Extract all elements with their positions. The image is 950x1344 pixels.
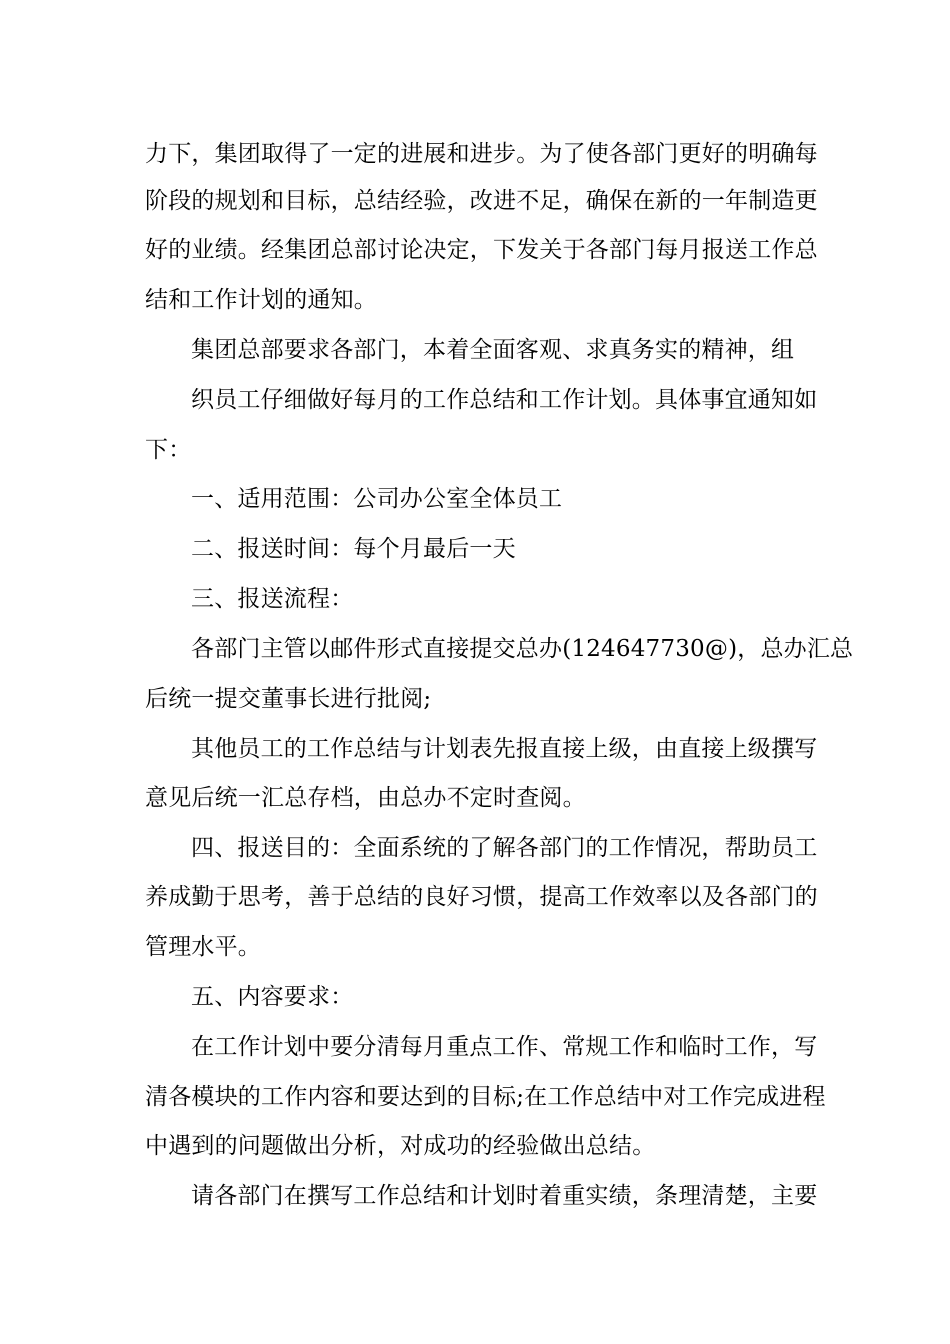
text-line: 养成勤于思考，善于总结的良好习惯，提高工作效率以及各部门的 <box>145 884 818 910</box>
text-line: 织员工仔细做好每月的工作总结和工作计划。具体事宜通知如 <box>191 387 818 413</box>
text-line: 结和工作计划的通知。 <box>145 287 377 313</box>
text-line: 管理水平。 <box>145 934 261 960</box>
text-line: 集团总部要求各部门，本着全面客观、求真务实的精神，组 <box>191 337 795 363</box>
text-line: 意见后统一汇总存档，由总办不定时查阅。 <box>145 785 586 811</box>
text-line: 五、内容要求： <box>191 984 354 1010</box>
text-line: 各部门主管以邮件形式直接提交总办(124647730@)，总办汇总 <box>191 636 854 662</box>
text-line: 力下，集团取得了一定的进展和进步。为了使各部门更好的明确每 <box>145 141 818 167</box>
text-line: 中遇到的问题做出分析，对成功的经验做出总结。 <box>145 1133 656 1159</box>
text-line: 请各部门在撰写工作总结和计划时着重实绩，条理清楚，主要 <box>191 1183 818 1209</box>
text-line: 在工作计划中要分清每月重点工作、常规工作和临时工作，写 <box>191 1034 818 1060</box>
text-line: 下： <box>145 437 192 463</box>
text-line: 阶段的规划和目标，总结经验，改进不足，确保在新的一年制造更 <box>145 188 818 214</box>
text-line: 二、报送时间：每个月最后一天 <box>191 536 516 562</box>
text-line: 四、报送目的：全面系统的了解各部门的工作情况，帮助员工 <box>191 835 818 861</box>
text-line: 好的业绩。经集团总部讨论决定，下发关于各部门每月报送工作总 <box>145 237 818 263</box>
text-line: 三、报送流程： <box>191 586 354 612</box>
text-line: 一、适用范围：公司办公室全体员工 <box>191 486 563 512</box>
text-line: 其他员工的工作总结与计划表先报直接上级，由直接上级撰写 <box>191 736 818 762</box>
text-line: 清各模块的工作内容和要达到的目标;在工作总结中对工作完成进程 <box>145 1084 826 1110</box>
text-line: 后统一提交董事长进行批阅; <box>145 686 432 712</box>
